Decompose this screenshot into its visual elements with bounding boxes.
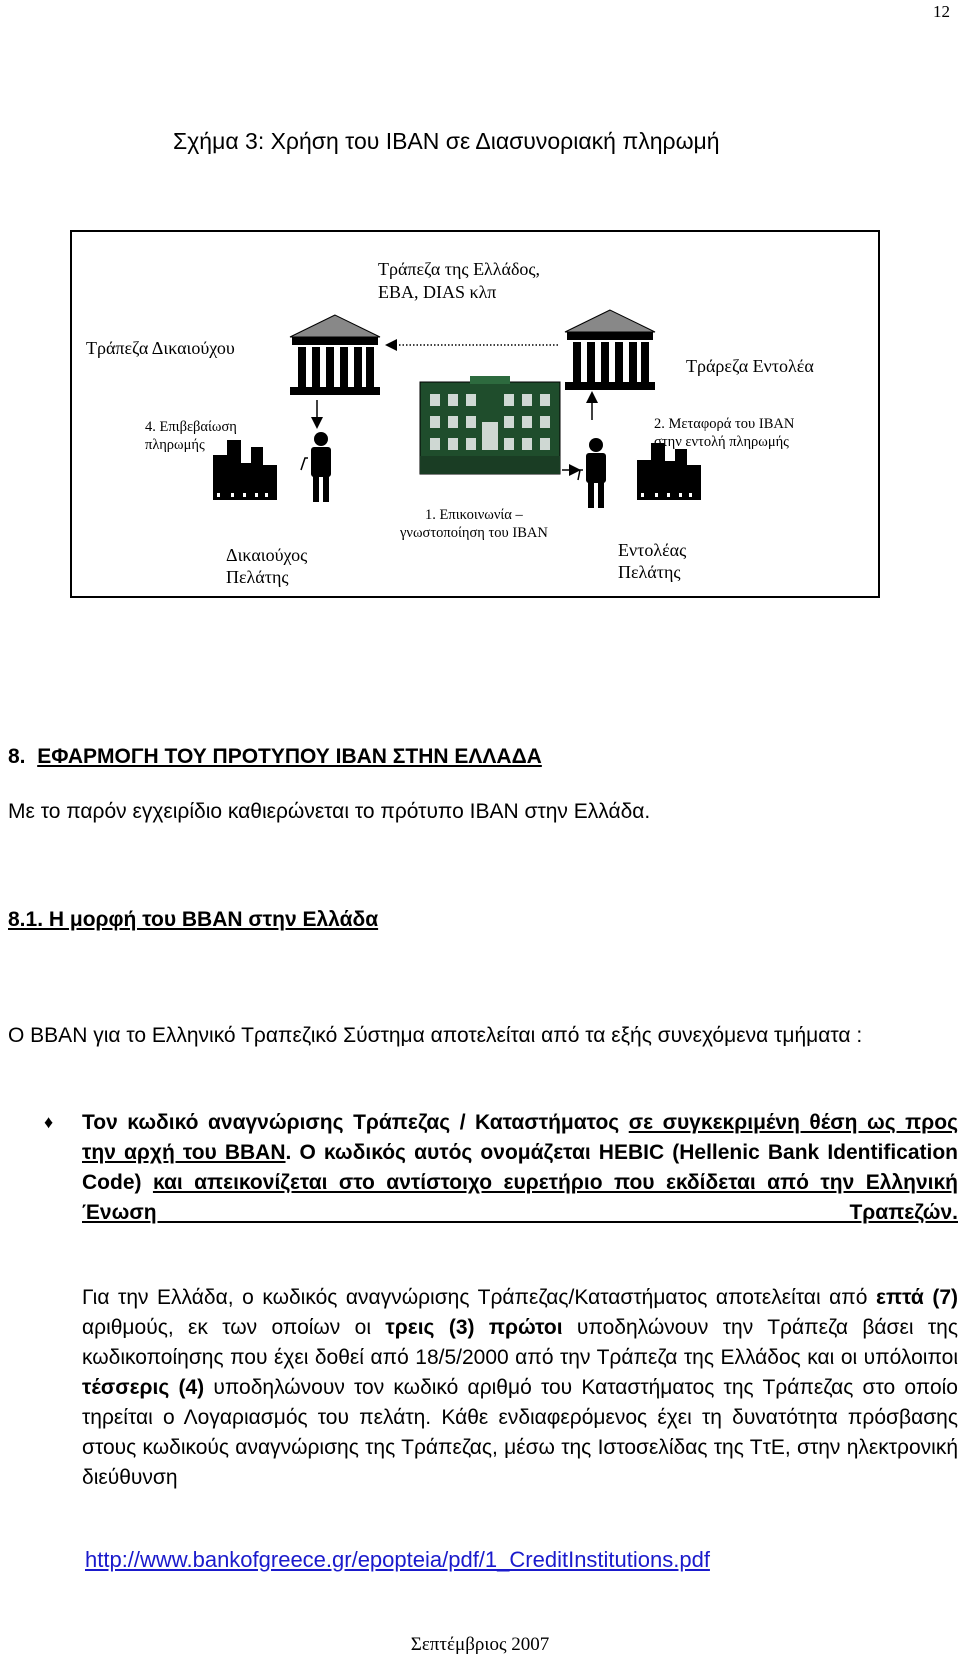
bank-code-paragraph (82, 1283, 958, 1493)
section-number: 8. (8, 745, 26, 768)
section-intro: Με το παρόν εγχειρίδιο καθιερώνεται το πρότυπο IBAN στην Ελλάδα. (8, 800, 651, 823)
ordering-client-label: Εντολέας Πελάτης (618, 540, 687, 582)
para2-bold1: επτά (7) (876, 1286, 958, 1309)
central-bank-icon (420, 376, 560, 474)
step1-label: 1. Επικοινωνία – γνωστοποίηση του IBAN (400, 507, 548, 542)
para2-text2: αριθμούς, εκ των οποίων οι (82, 1316, 386, 1339)
subsection-heading: 8.1. Η μορφή του BBAN στην Ελλάδα (8, 908, 379, 931)
step2-label: 2. Μεταφορά του IBAN στην εντολή πληρωμής (654, 416, 795, 451)
section-title: ΕΦΑΡΜΟΓΗ ΤΟΥ ΠΡΟΤΥΠΟΥ IBAN ΣΤΗΝ ΕΛΛΑΔΑ (37, 745, 542, 768)
figure-caption: Σχήμα 3: Χρήση του IBAN σε Διασυνοριακή πληρωμή (173, 128, 720, 154)
central-bank-label: Τράπεζα της Ελλάδος, ΕΒΑ, DIAS κλπ (378, 259, 541, 302)
ordering-bank-label: Τράρεζα Εντολέα (686, 356, 814, 376)
beneficiary-bank-icon (290, 315, 380, 395)
beneficiary-bank-label: Τράπεζα Δικαιούχου (86, 338, 235, 358)
para2-text3: υποδηλώνουν την Τράπεζα βάσει της κωδικοποίησης που έχει δοθεί από 18/5/2000 από την Τράπεζα της Ελλάδος και οι υπόλοιποι (82, 1316, 958, 1369)
bban-intro-paragraph: Ο BBAN για το Ελληνικό Τραπεζικό Σύστημα αποτελείται από τα εξής συνεχόμενα τμήματα : (8, 1024, 863, 1047)
bullet-part3: . Ο κωδικός αυτός ονομάζεται HEBIC (Hellenic Bank Identification Code) (82, 1141, 958, 1194)
ordering-bank-icon (565, 310, 655, 390)
bullet-part1: Τον κωδικό αναγνώρισης Τράπεζας / Καταστήματος (82, 1111, 629, 1134)
para2-text1: Για την Ελλάδα, ο κωδικός αναγνώρισης Τράπεζας/Καταστήματος αποτελείται από (82, 1286, 877, 1309)
bullet-paragraph (82, 1108, 958, 1228)
bullet-part4: και απεικονίζεται στο αντίστοιχο ευρετήριο που εκδίδεται από την Ελληνική Ένωση Τραπεζών. (82, 1171, 958, 1224)
credit-institutions-link[interactable]: http://www.bankofgreece.gr/epopteia/pdf/1_CreditInstitutions.pdf (85, 1547, 710, 1572)
diamond-bullet-icon: ♦ (44, 1112, 54, 1132)
page-footer-date: Σεπτέμβριος 2007 (410, 1634, 550, 1655)
step4-label: 4. Επιβεβαίωση πληρωμής (145, 419, 237, 454)
beneficiary-client-label: Δικαιούχος Πελάτης (226, 545, 308, 587)
para2-bold2: τρεις (3) πρώτοι (385, 1316, 563, 1339)
page-number: 12 (933, 2, 950, 21)
para2-bold3: τέσσερις (4) (82, 1376, 205, 1399)
para2-text4: υποδηλώνουν τον κωδικό αριθμό του Καταστήματος της Τράπεζας στο οποίο τηρείται ο Λογαριασμός του πελάτη. Κάθε ενδιαφερόμενος έχει τη δυνατότητα πρόσβασης στους κωδικούς αναγνώρισης της Τράπεζας, μέσω της Ιστοσελίδας της ΤτΕ, στην ηλεκτρονική διεύθυνση (82, 1376, 958, 1489)
ordering-person-icon (578, 438, 606, 508)
bullet-part2: σε συγκεκριμένη θέση ως προς την αρχή του BBAN (82, 1111, 958, 1164)
section-heading (8, 745, 542, 769)
beneficiary-person-icon (301, 432, 331, 502)
ordering-city-icon (637, 443, 701, 500)
